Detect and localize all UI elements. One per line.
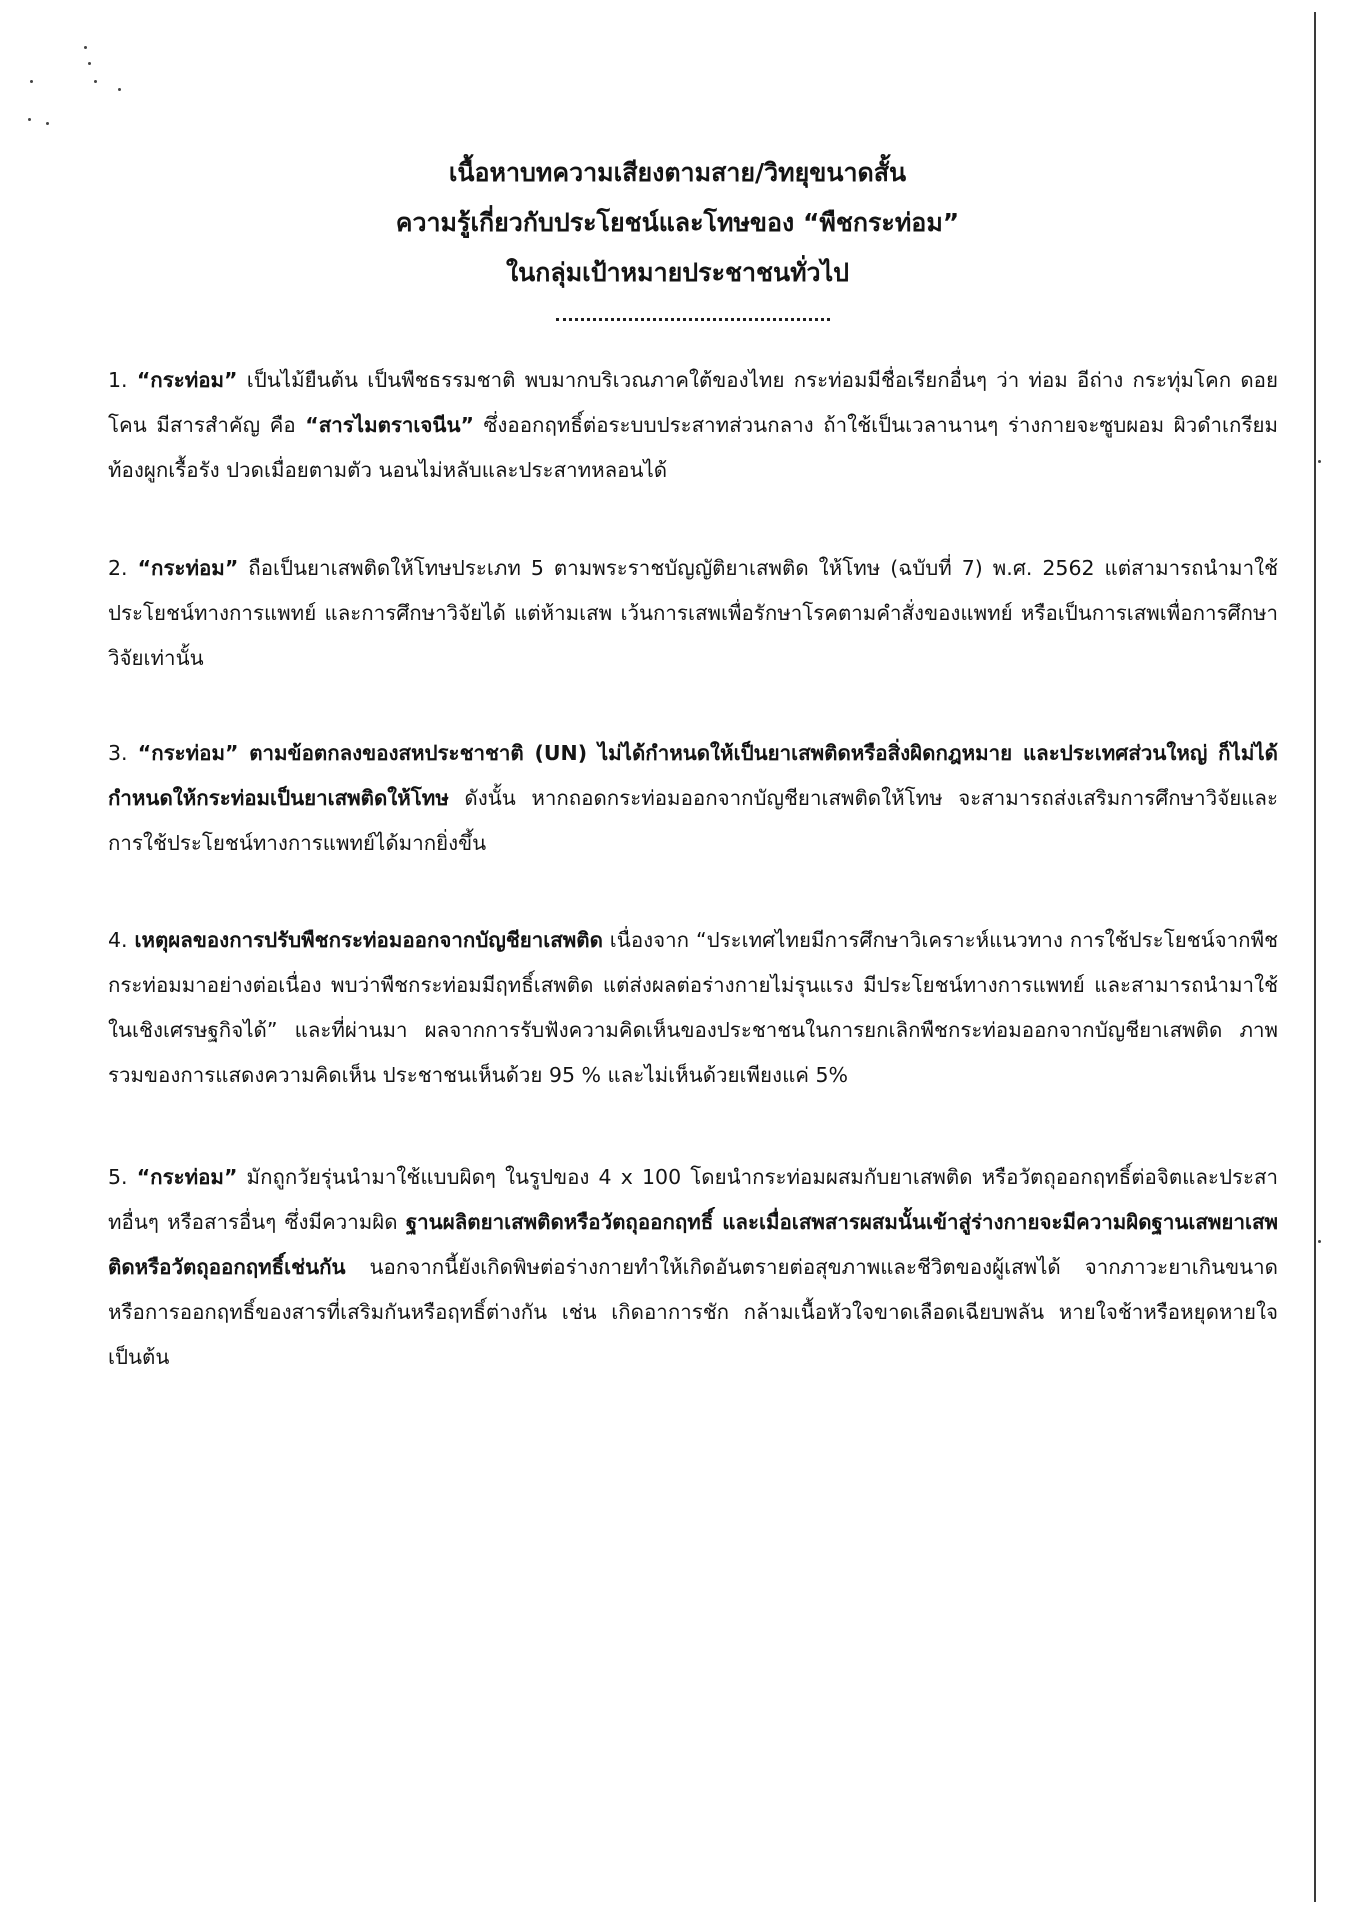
scan-speck	[1318, 460, 1321, 463]
scan-speck	[84, 46, 87, 49]
title-line-3: ในกลุ่มเป้าหมายประชาชนทั่วไป	[505, 258, 850, 287]
title-line-2: ความรู้เกี่ยวกับประโยชน์และโทษของ “พืชกระท่อม”	[395, 208, 960, 237]
paragraph-number: 5.	[108, 1165, 137, 1189]
paragraph-3	[108, 731, 1278, 866]
scan-speck	[94, 80, 97, 83]
paragraph-text: นอกจากนี้ยังเกิดพิษต่อร่างกายทำให้เกิดอันตรายต่อสุขภาพและชีวิตของผู้เสพได้ จากภาวะยาเกินขนาด หรือการออกฤทธิ์ของสารที่เสริมกันหรือฤทธิ์ต่างกัน เช่น เกิดอาการชัก กล้ามเนื้อหัวใจขาดเลือดเฉียบพลัน หายใจช้าหรือหยุดหายใจ เป็นต้น	[108, 1255, 1278, 1369]
paragraph-number: 4.	[108, 928, 135, 952]
paragraph-text: ดังนั้น หากถอดกระท่อมออกจากบัญชียาเสพติดให้โทษ จะสามารถส่งเสริมการศึกษาวิจัยและการใช้ประโยชน์ทางการแพทย์ได้มากยิ่งขึ้น	[108, 786, 1278, 855]
paragraph-text: เนื่องจาก “ประเทศไทยมีการศึกษาวิเคราะห์แนวทาง การใช้ประโยชน์จากพืชกระท่อมมาอย่างต่อเนื่อง พบว่าพืชกระท่อมมีฤทธิ์เสพติด แต่ส่งผลต่อร่างกายไม่รุนแรง มีประโยชน์ทางการแพทย์ และสามารถนำมาใช้ในเชิงเศรษฐกิจได้” และที่ผ่านมา ผลจากการรับฟังความคิดเห็นของประชาชนในการยกเลิกพืชกระท่อมออกจากบัญชียาเสพติด ภาพรวมของการแสดงความคิดเห็น ประชาชนเห็นด้วย 95 % และไม่เห็นด้วยเพียงแค่ 5%	[108, 928, 1279, 1087]
paragraph-text: เป็นไม้ยืนต้น เป็นพืชธรรมชาติ พบมากบริเวณภาคใต้ของไทย กระท่อมมีชื่อเรียกอื่นๆ ว่า ท่อม อีถ่าง กระทุ่มโคก ดอยโคน มีสารสำคัญ คือ	[108, 368, 1279, 437]
paragraph-text: ซึ่งออกฤทธิ์ต่อระบบประสาทส่วนกลาง ถ้าใช้เป็นเวลานานๆ ร่างกายจะซูบผอม ผิวดำเกรียม ท้องผูกเรื้อรัง ปวดเมื่อยตามตัว นอนไม่หลับและประสาทหลอนได้	[108, 413, 1278, 482]
scan-speck	[88, 62, 91, 65]
bold-text: เหตุผลของการปรับพืชกระท่อมออกจากบัญชียาเสพติด	[134, 928, 603, 952]
bold-text: ตามข้อตกลงของสหประชาชาติ (UN) ไม่ได้กำหนดให้เป็นยาเสพติดหรือสิ่งผิดกฎหมาย และประเทศส่วนใหญ่ ก็ไม่ได้กำหนดให้กระท่อมเป็นยาเสพติดให้โทษ	[108, 741, 1278, 810]
paragraph-number: 2.	[108, 556, 138, 580]
paragraph-4	[108, 918, 1278, 1098]
paragraph-1	[108, 358, 1278, 493]
scan-speck	[28, 118, 31, 121]
paragraph-2	[108, 546, 1278, 681]
bold-term: “สารไมตราเจนีน”	[305, 413, 474, 437]
scan-speck	[30, 80, 33, 83]
bold-term: “กระท่อม”	[137, 556, 239, 580]
paragraph-text: มักถูกวัยรุ่นนำมาใช้แบบผิดๆ ในรูปของ 4 x 100 โดยนำกระท่อมผสมกับยาเสพติด หรือวัตถุออกฤทธิ์ต่อจิตและประสาทอื่นๆ หรือสารอื่นๆ ซึ่งมีความผิด	[108, 1165, 1278, 1234]
paragraph-number: 1.	[108, 368, 137, 392]
paragraph-text: ถือเป็นยาเสพติดให้โทษประเภท 5 ตามพระราชบัญญัติยาเสพติด ให้โทษ (ฉบับที่ 7) พ.ศ. 2562 แต่สามารถนำมาใช้ประโยชน์ทางการแพทย์ และการศึกษาวิจัยได้ แต่ห้ามเสพ เว้นการเสพเพื่อรักษาโรคตามคำสั่งของแพทย์ หรือเป็นการเสพเพื่อการศึกษาวิจัยเท่านั้น	[108, 556, 1279, 670]
scan-speck	[1318, 1240, 1321, 1243]
paragraph-number: 3.	[108, 741, 138, 765]
title-line-1: เนื้อหาบทความเสียงตามสาย/วิทยุขนาดสั้น	[448, 158, 907, 187]
title-separator	[556, 318, 830, 321]
bold-term: “กระท่อม”	[136, 368, 238, 392]
bold-text: ฐานผลิตยาเสพติดหรือวัตถุออกฤทธิ์ และเมื่อเสพสารผสมนั้นเข้าสู่ร่างกายจะมีความผิดฐานเสพยาเสพติดหรือวัตถุออกฤทธิ์เช่นกัน	[108, 1210, 1278, 1279]
bold-term: “กระท่อม”	[137, 741, 239, 765]
paragraph-5	[108, 1155, 1278, 1380]
scan-speck	[118, 88, 121, 91]
scan-speck	[46, 122, 49, 125]
title-block	[0, 148, 1355, 298]
bold-term: “กระท่อม”	[136, 1165, 238, 1189]
